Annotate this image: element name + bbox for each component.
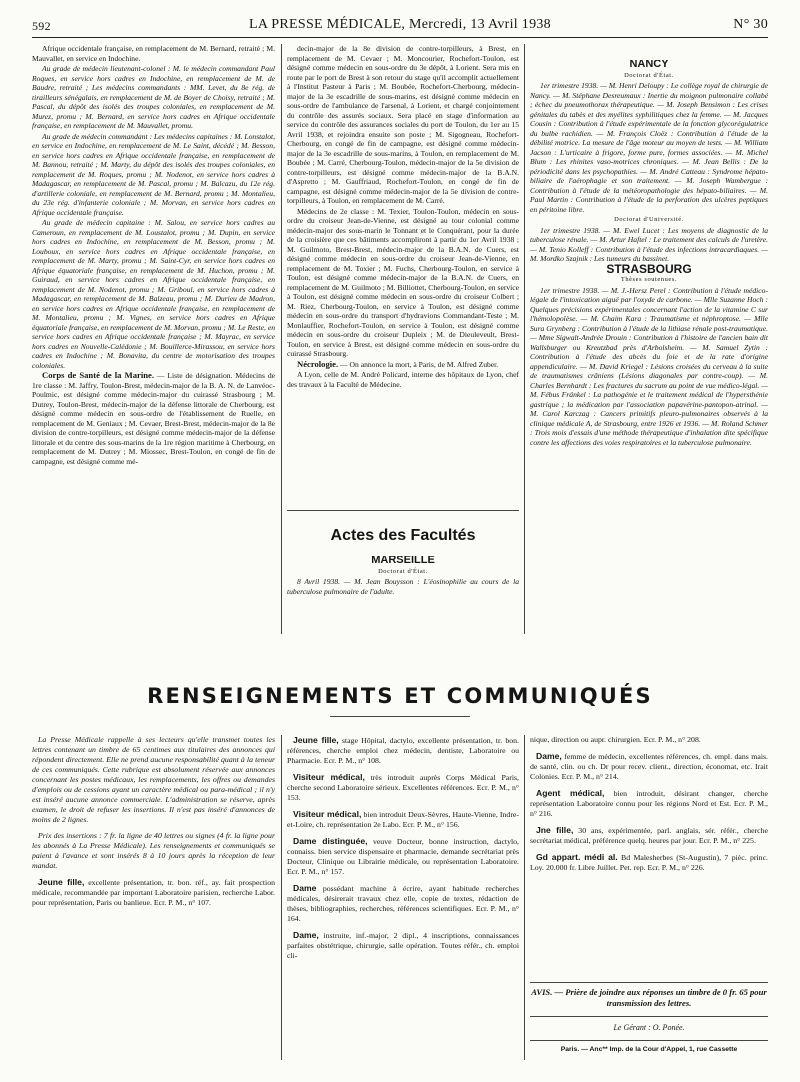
column-1 [32, 44, 275, 634]
column-3 [530, 60, 768, 635]
ad-heading: Agent médical, [536, 788, 605, 798]
gerant-line: Le Gérant : O. Ponée. [613, 1023, 685, 1032]
ad-item [530, 852, 768, 873]
ad-heading: Visiteur médical, [293, 809, 362, 819]
marine-heading: Corps de Santé de la Marine. [42, 370, 154, 380]
city-heading: STRASBOURG [606, 261, 692, 276]
ads-column-1 [32, 735, 275, 1065]
necrologie-heading: Nécrologie. [297, 358, 339, 369]
marseille-block [287, 556, 519, 636]
ad-heading: Jeune fille, [293, 735, 339, 745]
necrologie-paragraph [287, 360, 519, 370]
issue-number: N° 30 [733, 17, 768, 32]
ad-heading: Dame distinguée, [293, 836, 368, 846]
ad-text: possédant machine à écrire, ayant habitude recherches médicales, désirerait travaux chez elle, copie de textes, rédaction de thèses, bibliographies, recherches, références scientifiques. Ecr. P. M., n° 164. [287, 884, 519, 923]
ad-heading: Gd appart. médi al. [536, 852, 618, 862]
ad-item [287, 772, 519, 803]
column-divider [281, 44, 282, 634]
column-divider [524, 735, 525, 1060]
avis-divider [530, 982, 768, 983]
these-heading: Thèses soutenues. [620, 276, 678, 283]
ad-item [287, 809, 519, 830]
journal-title: LA PRESSE MÉDICALE, Mercredi, 13 Avril 1938 [249, 17, 551, 32]
printer-line: Paris. — Anc** Imp. de la Cour d'Appel, 1, rue Cassette [560, 1046, 738, 1053]
title-underline [330, 716, 470, 717]
ad-item [287, 836, 519, 877]
doctorat-heading: Doctorat d'Université. [614, 216, 684, 223]
section-divider [287, 510, 519, 511]
page-header [32, 15, 768, 38]
doctorat-heading: Doctorat d'État. [378, 567, 428, 575]
ad-item [287, 930, 519, 961]
printer-divider [530, 1040, 768, 1041]
column-2 [287, 44, 519, 484]
ads-column-2 [287, 735, 519, 1065]
column-divider [281, 735, 282, 1060]
ads-price: Prix des insertions : 7 fr. la ligne de 40 lettres ou signes (4 fr. la ligne pour les abonnés à La Presse Médicale). Les renseignements et communiqués se paient à l'avance et sont insérés 8 à 10 jours après la réception de leur mandat. [32, 831, 275, 870]
marine-text: — Liste de désignation. Médecins de 1re classe : M. Jaffry, Toulon-Brest, médecin-major de la B. A. N. de Lanvéoc-Poulmic, est désigné comme médecin-major du cuirassé Strasbourg ; M. Dutrey, Toulon-Brest, médecin-major de la défense littorale de Cherbourg, est désigné comme médecin en sous-ordre de l'établissement de Ruelle, en remplacement de M. Geniaux ; M. Cevaer, Brest-Brest, médecin-major de la 8e division de contre-torpilleurs, est désigné comme médecin-major de la défense littorale et du centre des sous-marins de la 1re région maritime à Cherbourg, en remplacement de M. Dutrey ; M. Miossec, Brest-Toulon, en congé de fin de campagne, est désigné comme mé- [32, 371, 275, 466]
ad-continuation: nique, direction ou aupr. chirurgien. Ecr. P. M., n° 208. [530, 735, 701, 744]
ad-text: bien introduit, désirant changer, cherche représentation Laboratoire connu pour les régions Nord et Est. Ecr. P. M., n° 216. [530, 789, 768, 818]
paragraph: A Lyon, celle de M. André Policard, interne des hôpitaux de Lyon, chef des travaux à la Faculté de Médecine. [287, 370, 519, 389]
paragraph: 1er trimestre 1938. — M. J.-Hersz Perel : Contribution à l'étude médico-légale de l'intoxication aiguë par l'oxyde de carbone. — Mlle Suzanne Hoch : Quelques précisions expérimentales concernant l'action de la vitamine C sur l'hémolopoïèse. — M. Chaim Kara : Traumatisme et néphroptose. — Mlle Sura Grynberg : Contribution à l'étude de la lithiase rénale post-traumatique. — Mme Sigwalt-Andrée Drouin : Contribution à l'histoire de l'ancien bain dit Wallsburger ou Kreutzbad près d'Arbolsheim. — M. Samuel Zytin : Contribution à l'étude des abcès du foie et de la rate d'origine appendiculaire. — M. David Kriegel : Lésions croisées du cerveau à la suite de traumatismes crâniens (Lésions diagonales par contre-coup). — M. Charles Bernhardt : Les fractures du sacrum au point de vue médico-légal. — M. Fébus Fränkel : La pathogénie et le traitement médical de l'hypersthénie gastrique ; la médication par l'association papavérine-pantopon-atrinal. — M. Carol Karczag : Cancers primitifs pleuro-pulmonaires observés à la clinique médicale A, de Strasbourg, entre 1926 et 1936. — M. Roland Schmer : Trois mois d'essais d'une méthode thérapeutique d'inhalation dite spécifique contre les affections des voies respiratoires et la tuberculose pulmonaire. [530, 285, 768, 447]
ad-text: excellente présentation, tr. bon. réf., ay. fait prospection médicale, recommandée par important Laboratoire parisien, recherche Labor. pour représentation, Paris ou banlieue. Ecr. P. M., n° 107. [32, 878, 275, 907]
paragraph: 1er trimestre 1938. — M. Henri Deloupy : Le collège royal de chirurgie de Nancy. — M. Stéphane Desreumaux : Inertie du moignon pulmonaire collabé ; échec du pneumothorax thérapeutique. — M. Joseph Bensimon : Les crises génitales du tabès et des myélites syphilitiques chez la femme. — M. Jacques Cousin : Contribution à l'étude expérimentale de la fonction glycorégulatrice du bulbe rachidien. — M. François Cloëz : Contribution à l'étude de la débilité motrice. La mesure de l'âge moteur au moyen de tests. — M. William Jacson : L'urticaire à frigore, forme pure, formes associées. — M. Michel Blum : Les rhinites vaso-motrices chroniques. — M. Jean Bellis : De la périodicité dans les psychopathies. — M. André Catteau : Syndrome hépato-biliaire de l'aérophagie et son traitement. — M. Joseph Wambergue : Contribution à l'étude de la météoropathologie des hépato-biliaires. — M. Paul Martin : Contribution à l'étude de la perforation des ulcères peptiques en péritoine libre. [530, 81, 768, 214]
city-heading: MARSEILLE [371, 556, 435, 566]
ad-heading: Visiteur médical, [293, 772, 365, 782]
ad-text: bien introduit Deux-Sèvres, Haute-Vienne, Indre-et-Loire, ch. représentation 2e Labo. Ecr. P. M., n° 156. [287, 810, 519, 829]
marine-paragraph [32, 371, 275, 466]
page-number: 592 [32, 19, 51, 33]
ad-text: Bd Malesherbes (St-Augustin), 7 pièc. princ. Loy. 20.000 fr. Libre Juillet. Pet. rep. Ecr. P. M., n° 226. [530, 853, 768, 872]
ad-heading: Jne fille, [536, 825, 574, 835]
section-title: RENSEIGNEMENTS ET COMMUNIQUÉS [147, 684, 653, 708]
ads-column-3 [530, 735, 768, 975]
ad-heading: Dame, [536, 751, 562, 761]
necrologie-text: — On annonce la mort, à Paris, de M. Alfred Zuber. [338, 359, 499, 369]
city-heading: NANCY [629, 60, 669, 70]
paragraph: Au grade de médecin lieutenant-colonel : M. le médecin commandant Paul Roques, en service hors cadres en Indochine, en remplacement de M. de Baudre, retraité ; Les médecins commandants : MM. Levet, du 8e rég. de tirailleurs sénégalais, en remplacement de M. de Boyer de Choisy, retraité ; M. Pascal, du dépôt des isolés des troupes coloniales, en remplacement de M. Murez, promu ; M. Bernard, en service hors cadres en Afrique occidentale française, en remplacement de M. Mauvallet, promu. [32, 64, 275, 130]
paragraph: 1er trimestre 1938. — M. Ewel Lucet : Les moyens de diagnostic de la tuberculose rénale. — M. Artur Haftel : Le traitement des calculs de l'uretère. — M. Tenio Kolleff : Contribution à l'étude des infections intracardiaques. — M. Mordko Szajnik : Les tumeurs du bassinet. [530, 225, 768, 263]
paragraph: Au grade de médecin commandant : Les médecins capitaines : M. Lonstalot, en service en Indochine, en remplacement de M. Le Saint, décédé ; M. Besson, en service hors cadres en Afrique occidentale française, en remplacement de M. Bannou, retraité ; M. Marty, du dépôt des isolés des troupes coloniales, en remplacement de M. Roques, promu ; M. Nodenot, en service hors cadres à Madagascar, en remplacement de M. Pascal, promu ; M. Balcazu, du 12e rég. d'artillerie coloniale, en remplacement de M. Bernard, promu ; M. Montalieu, du 23e rég. d'infanterie coloniale ; M. Morvan, en service hors cadres en Afrique occidentale française. [32, 131, 275, 217]
ad-heading: Dame, [293, 930, 319, 940]
paragraph: Afrique occidentale française, en remplacement de M. Bernard, retraité ; M. Mauvallet, en service en Indochine. [32, 44, 275, 63]
paragraph: Médecins de 2e classe : M. Texier, Toulon-Toulon, médecin en sous-ordre du croiseur Jean-de-Vienne, est désigné au tour colonial comme médecin-major des sous-marin le Tonnant et le Conquérant, pour la durée de la croisière que ces bâtiments accompliront à partir du 1er Avril 1938 ; M. Guilmoto, Brest-Brest, médecin-major de la B.A.N. de Cuers, est désigné comme médecin en sous-ordre du croiseur Jean-de-Vienne, en remplacement de M. Toxier ; M. Fuchs, Cherbourg-Toulon, en service à Toulon, est désigné comme médecin-major de la B.A.N. de Cuers, en remplacement de M. Guilmoto ; M. Billiottet, Cherbourg-Toulon, en service à Toulon, est désigné comme médecin en sous-ordre du croiseur Colbert ; M. Riez, Cherbourg-Toulon, en service à Toulon, est désigné comme médecin en sous-ordre du transport d'hydravions Commandant-Teste ; M. Monlauffier, Rochefort-Toulon, en service à Toulon, est désigné comme médecin en sous-ordre du croiseur Dupleix ; M. de Dieuleveult, Brest-Toulon, en service à Brest, est désigné comme médecin en sous-ordre du cuirassé Strasbourg. [287, 206, 519, 358]
ad-text: femme de médecin, excellentes références, ch. empl. dans mais. de santé, clin. ou ch. Dr pour recev. client., direction, économat, etc. Irait Colonies. Ecr. P. M., n° 214. [530, 752, 768, 781]
doctorat-heading: Doctorat d'État. [624, 71, 674, 79]
ad-text: très introduit auprès Corps Médical Paris, cherche second Laboratoire sérieux. Excellentes références. Ecr. P. M., n° 153. [287, 773, 519, 802]
ad-item [530, 825, 768, 846]
ad-item [32, 877, 275, 908]
avis-notice: AVIS. — Prière de joindre aux réponses un timbre de 0 fr. 65 pour transmission des lettres. [531, 987, 767, 1008]
ad-text: veuve Docteur, bonne instruction, dactylo, connaiss. bien service dispensaire et pharmacie, demande secrétariat près Docteur, Clinique ou Librairie médicale, ou représentation Laboratoire. Ecr. P. M., n° 157. [287, 837, 519, 876]
ad-text: 30 ans, expérimentée, parl. anglais, sér. référ., cherche secrétariat médical, préférence quelq. heures par jour. Ecr. P. M., n° 225. [530, 826, 768, 845]
ad-item [287, 735, 519, 766]
paragraph: Au grade de médecin capitaine : M. Salou, en service hors cadres au Cameroun, en remplacement de M. Loustalot, promu ; M. Dupin, en service hors cadres en Indochine, en remplacement de M. Besson, promu ; M. Louboux, en service hors cadres en Afrique occidentale française, en remplacement de M. Marty, promu ; M. Saint-Cyr, en service hors cadres en Afrique équatoriale française, en remplacement de M. Huchon, promu ; M. Guiraud, en service hors cadres en Afrique occidentale française, en remplacement de M. Nodenot, promu ; M. Griboul, en service hors cadres à Madagascar, en remplacement de M. Balzeau, promu ; M. Durieu de Madron, en service hors cadres en Afrique occidentale française, en remplacement de M. Montalieu, promu ; M. Vignes, en service hors cadres en Afrique équatoriale française, en remplacement de M. Morvan, promu ; M. Le Reste, en service hors cadres en Afrique occidentale française ; M. Mayrac, en service hors cadres en Nouvelle-Calédonie ; M. Bouillerce-Mirassou, en service hors cadres en Indochine ; M. Bonavita, du centre de motorisation des troupes coloniales. [32, 218, 275, 370]
ad-heading: Jeune fille, [38, 877, 85, 887]
actes-title: Actes des Facultés [330, 527, 476, 544]
column-divider [524, 44, 525, 634]
ad-item [530, 751, 768, 782]
ad-text: instruite, inf.-major, 2 dipl., 4 inscriptions, connaissances parfaites obstétrique, chirurgie, salle opération. Toutes référ., ch. emploi cli- [287, 931, 519, 960]
paragraph: 8 Avril 1938. — M. Jean Bouysson : L'éosinophilie au cours de la tuberculose pulmonaire de l'adulte. [287, 577, 519, 596]
ads-intro: La Presse Médicale rappelle à ses lecteurs qu'elle transmet toutes les lettres contenant un timbre de 65 centimes aux titulaires des annonces qui répondent directement. Elle ne prend aucune responsabilité quant à la teneur de ces communiqués. Cette rubrique est absolument réservée aux annonces concernant les postes médicaux, les remplacements, les offres ou demandes d'emplois ou de cessions ayant un caractère médical ou para-médical ; il n'y est inséré aucune annonce commerciale. L'administration se réserve, après examen, le droit de refuser les insertions. Il n'est pas inséré d'annonces de moins de 2 lignes. [32, 735, 275, 824]
ad-heading: Dame [293, 883, 317, 893]
gerant-divider [530, 1016, 768, 1017]
ad-text: stage Hôpital, dactylo, excellente présentation, tr. bon. références, cherche emploi chez médecin, dentiste, Laboratoire ou Pharmacie. Ecr. P. M., n° 108. [287, 736, 519, 765]
ad-item [530, 788, 768, 819]
ad-item [287, 883, 519, 924]
paragraph: decin-major de la 8e division de contre-torpilleurs, à Brest, en remplacement de M. Cevaer ; M. Moncourier, Rochefort-Toulon, est désigné comme médecin en sous-ordre du 3e dépôt, à Lorient. Sera mis en route par le port de Brest à son retour du stage qu'il accomplit actuellement à l'Institut Pasteur à Paris ; M. Boubée, Rochefort-Cherbourg, médecin-major de la 3e escadrille de sous-marins, est désigné comme médecin en sous-ordre de l'ambulance de l'arsenal, à Lorient, et chargé conjointement du contrôle des assurés sociaux. Sera placé en stage d'information au service du contrôle des assurances sociales du port de Toulon, du 1er au 15 Avril 1938, et rejoindra ensuite son poste ; M. Sigogneau, Rochefort-Cherbourg, en congé de fin de campagne, est désigné comme médecin-major de la 3e escadrille de sous-marins, à Toulon, en remplacement de M. Boubée ; M. Carré, Cherbourg-Toulon, médecin-major de la 5e division de contre-torpilleurs, est désigné comme médecin-major de la B.A.N. d'Aspretto ; M. Gauffriaud, Rochefort-Toulon, en congé de fin de campagne, est désigné comme médecin-major de la 5e division de contre-torpilleurs, à Toulon, en remplacement de M. Carré. [287, 44, 519, 205]
